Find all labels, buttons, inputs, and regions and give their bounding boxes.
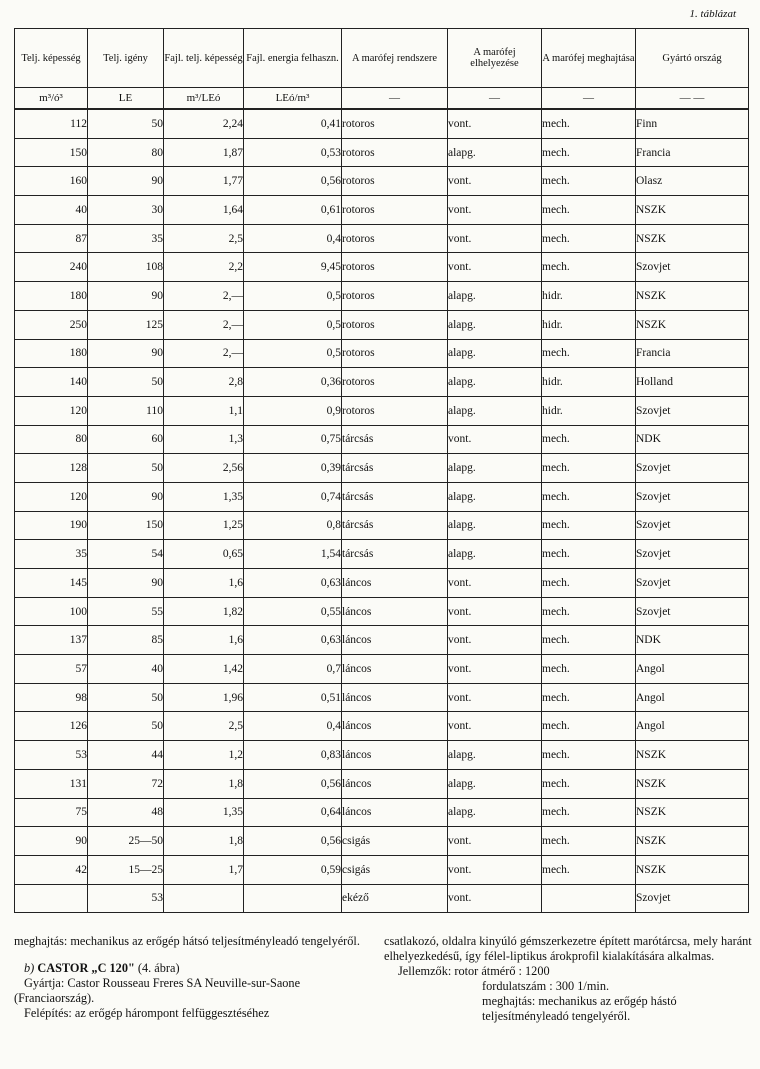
specific-capacity-cell: 1,82 [164, 597, 244, 626]
specific-capacity-cell: 1,64 [164, 196, 244, 225]
table-row [15, 196, 749, 225]
specific-energy-cell: 0,74 [244, 482, 342, 511]
table-units-row [15, 88, 749, 110]
specific-energy-cell: 0,51 [244, 683, 342, 712]
cutter-position-cell: alapg. [448, 741, 542, 770]
cutter-position-cell: alapg. [448, 454, 542, 483]
cutter-system-cell: ekéző [342, 884, 448, 913]
power-cell: 125 [88, 310, 164, 339]
specific-energy-cell: 0,5 [244, 339, 342, 368]
cutter-position-cell: vont. [448, 626, 542, 655]
cutter-drive-cell: hidr. [542, 310, 636, 339]
power-cell: 25—50 [88, 827, 164, 856]
cutter-drive-cell: mech. [542, 683, 636, 712]
country-cell: NSZK [636, 224, 749, 253]
country-cell: Szovjet [636, 396, 749, 425]
power-cell: 110 [88, 396, 164, 425]
cutter-system-cell: láncos [342, 741, 448, 770]
specific-energy-cell: 0,5 [244, 282, 342, 311]
cutter-position-cell: alapg. [448, 368, 542, 397]
specific-capacity-cell: 1,35 [164, 798, 244, 827]
rotation-speed: fordulatszám : 300 1/min. [482, 979, 610, 993]
specific-capacity-cell: 1,87 [164, 138, 244, 167]
country-cell: NSZK [636, 827, 749, 856]
unit-cell: — [542, 88, 636, 110]
cutter-drive-cell: mech. [542, 769, 636, 798]
section-heading [14, 961, 366, 976]
specific-capacity-cell: 1,42 [164, 655, 244, 684]
power-cell: 60 [88, 425, 164, 454]
header-cell: A marófej elhelyezése [448, 29, 542, 88]
specific-capacity-cell: 1,77 [164, 167, 244, 196]
specific-energy-cell: 0,4 [244, 712, 342, 741]
power-cell: 48 [88, 798, 164, 827]
power-cell: 80 [88, 138, 164, 167]
capacity-cell: 137 [15, 626, 88, 655]
specific-capacity-cell: 1,25 [164, 511, 244, 540]
country-cell: Finn [636, 109, 749, 138]
cutter-position-cell: alapg. [448, 769, 542, 798]
table-row [15, 540, 749, 569]
country-cell: Szovjet [636, 253, 749, 282]
cutter-drive-cell: mech. [542, 109, 636, 138]
cutter-system-cell: láncos [342, 597, 448, 626]
specific-energy-cell: 0,55 [244, 597, 342, 626]
table-row [15, 597, 749, 626]
capacity-cell: 240 [15, 253, 88, 282]
unit-cell: — — [636, 88, 749, 110]
cutter-system-cell: tárcsás [342, 511, 448, 540]
specific-energy-cell: 1,54 [244, 540, 342, 569]
capacity-cell: 140 [15, 368, 88, 397]
section-letter: b) [24, 961, 35, 975]
cutter-system-cell: láncos [342, 569, 448, 598]
power-cell: 44 [88, 741, 164, 770]
country-cell: NSZK [636, 741, 749, 770]
power-cell: 90 [88, 482, 164, 511]
cutter-system-cell: láncos [342, 769, 448, 798]
specific-capacity-cell: 2,— [164, 282, 244, 311]
specific-capacity-cell: 1,7 [164, 855, 244, 884]
cutter-position-cell: vont. [448, 109, 542, 138]
cutter-position-cell: vont. [448, 597, 542, 626]
cutter-drive-cell: hidr. [542, 282, 636, 311]
left-text-column [14, 934, 366, 1021]
cutter-system-cell: láncos [342, 683, 448, 712]
capacity-cell: 180 [15, 339, 88, 368]
construction-label: Felépítés [24, 1006, 69, 1020]
power-cell: 40 [88, 655, 164, 684]
construction-paragraph [14, 1006, 366, 1021]
cutter-drive-cell: mech. [542, 655, 636, 684]
construction-continued: csatlakozó, oldalra kinyúló gémszerkezetre épített marótárcsa, mely haránt elhelyezkedésű, így félel-liptikus árokprofil kialakítására alkalmas. [384, 934, 752, 963]
specific-energy-cell: 0,83 [244, 741, 342, 770]
capacity-cell: 87 [15, 224, 88, 253]
table-row [15, 282, 749, 311]
country-cell: Szovjet [636, 482, 749, 511]
specific-energy-cell: 0,63 [244, 626, 342, 655]
capacity-cell: 40 [15, 196, 88, 225]
specific-energy-cell: 0,64 [244, 798, 342, 827]
table-body [15, 109, 749, 913]
table-row [15, 224, 749, 253]
specific-energy-cell: 0,56 [244, 167, 342, 196]
table-row [15, 741, 749, 770]
capacity-cell: 42 [15, 855, 88, 884]
cutter-position-cell: vont. [448, 167, 542, 196]
capacity-cell: 90 [15, 827, 88, 856]
table-row [15, 798, 749, 827]
cutter-system-cell: rotoros [342, 310, 448, 339]
cutter-system-cell: tárcsás [342, 482, 448, 511]
cutter-position-cell: alapg. [448, 511, 542, 540]
specific-energy-cell: 0,8 [244, 511, 342, 540]
country-cell: Szovjet [636, 511, 749, 540]
cutter-system-cell: rotoros [342, 368, 448, 397]
specific-capacity-cell: 1,6 [164, 626, 244, 655]
specific-capacity-cell: 1,8 [164, 827, 244, 856]
cutter-drive-cell: mech. [542, 224, 636, 253]
drive-text: : mechanikus az erőgép hátsó teljesítményleadó tengelyéről. [63, 934, 360, 948]
table-row [15, 855, 749, 884]
cutter-position-cell: vont. [448, 884, 542, 913]
cutter-position-cell: vont. [448, 224, 542, 253]
specific-energy-cell: 0,9 [244, 396, 342, 425]
specific-energy-cell: 0,7 [244, 655, 342, 684]
power-cell: 55 [88, 597, 164, 626]
right-text-column [384, 934, 754, 1024]
specific-energy-cell: 0,53 [244, 138, 342, 167]
cutter-drive-cell: mech. [542, 482, 636, 511]
cutter-position-cell: alapg. [448, 540, 542, 569]
cutter-system-cell: rotoros [342, 109, 448, 138]
cutter-system-cell: láncos [342, 712, 448, 741]
cutter-drive-cell: mech. [542, 138, 636, 167]
table-row [15, 454, 749, 483]
specific-energy-cell [244, 884, 342, 913]
power-cell: 30 [88, 196, 164, 225]
capacity-cell: 75 [15, 798, 88, 827]
country-cell: Angol [636, 683, 749, 712]
drive-paragraph [14, 934, 366, 949]
capacity-cell: 180 [15, 282, 88, 311]
cutter-position-cell: vont. [448, 855, 542, 884]
cutter-position-cell: alapg. [448, 138, 542, 167]
table-header-row [15, 29, 749, 88]
cutter-position-cell: vont. [448, 425, 542, 454]
table-row [15, 511, 749, 540]
capacity-cell: 131 [15, 769, 88, 798]
table-row [15, 769, 749, 798]
specific-energy-cell: 0,39 [244, 454, 342, 483]
cutter-drive-cell: mech. [542, 540, 636, 569]
cutter-system-cell: rotoros [342, 253, 448, 282]
unit-cell: m³/LEó [164, 88, 244, 110]
cutter-drive-cell: mech. [542, 569, 636, 598]
characteristics-line-2 [384, 979, 754, 994]
cutter-drive-cell: hidr. [542, 368, 636, 397]
specific-capacity-cell: 2,— [164, 310, 244, 339]
specific-capacity-cell: 1,3 [164, 425, 244, 454]
country-cell: Francia [636, 339, 749, 368]
specific-energy-cell: 0,5 [244, 310, 342, 339]
power-cell: 90 [88, 569, 164, 598]
cutter-position-cell: vont. [448, 253, 542, 282]
cutter-position-cell: alapg. [448, 339, 542, 368]
characteristics-label: Jellemzők [398, 964, 448, 978]
header-cell: Telj. képesség [15, 29, 88, 88]
cutter-system-cell: rotoros [342, 167, 448, 196]
figure-reference: (4. ábra) [137, 961, 180, 975]
capacity-cell: 120 [15, 396, 88, 425]
table-row [15, 167, 749, 196]
cutter-system-cell: láncos [342, 655, 448, 684]
power-cell: 50 [88, 683, 164, 712]
table-row [15, 655, 749, 684]
country-cell: Szovjet [636, 884, 749, 913]
capacity-cell: 145 [15, 569, 88, 598]
country-cell: NDK [636, 425, 749, 454]
capacity-cell: 160 [15, 167, 88, 196]
machine-data-table [14, 28, 749, 913]
specific-capacity-cell: 1,2 [164, 741, 244, 770]
cutter-drive-cell: mech. [542, 741, 636, 770]
specific-energy-cell: 0,56 [244, 827, 342, 856]
cutter-drive-cell: mech. [542, 253, 636, 282]
country-cell: Szovjet [636, 569, 749, 598]
capacity-cell: 126 [15, 712, 88, 741]
characteristics-line-3 [384, 994, 754, 1024]
table-row [15, 339, 749, 368]
table-row [15, 396, 749, 425]
specific-capacity-cell [164, 884, 244, 913]
specific-energy-cell: 0,36 [244, 368, 342, 397]
table-row [15, 626, 749, 655]
country-cell: Szovjet [636, 540, 749, 569]
manufacturer-label: Gyártja [24, 976, 61, 990]
capacity-cell: 150 [15, 138, 88, 167]
country-cell: Holland [636, 368, 749, 397]
specific-energy-cell: 0,61 [244, 196, 342, 225]
cutter-system-cell: csigás [342, 855, 448, 884]
capacity-cell: 80 [15, 425, 88, 454]
drive-label-right: meghajtás [482, 994, 532, 1008]
cutter-position-cell: vont. [448, 827, 542, 856]
specific-capacity-cell: 1,1 [164, 396, 244, 425]
cutter-position-cell: vont. [448, 569, 542, 598]
cutter-system-cell: láncos [342, 626, 448, 655]
cutter-position-cell: alapg. [448, 482, 542, 511]
specific-capacity-cell: 1,96 [164, 683, 244, 712]
table-row [15, 884, 749, 913]
power-cell: 15—25 [88, 855, 164, 884]
capacity-cell [15, 884, 88, 913]
specific-capacity-cell: 1,35 [164, 482, 244, 511]
cutter-drive-cell: mech. [542, 712, 636, 741]
specific-capacity-cell: 1,8 [164, 769, 244, 798]
power-cell: 108 [88, 253, 164, 282]
cutter-system-cell: rotoros [342, 396, 448, 425]
country-cell: NSZK [636, 855, 749, 884]
country-cell: Olasz [636, 167, 749, 196]
table-row [15, 109, 749, 138]
header-cell: Telj. igény [88, 29, 164, 88]
specific-capacity-cell: 2,5 [164, 224, 244, 253]
table-caption: 1. táblázat [689, 8, 736, 20]
power-cell: 54 [88, 540, 164, 569]
cutter-system-cell: rotoros [342, 138, 448, 167]
cutter-system-cell: rotoros [342, 339, 448, 368]
cutter-system-cell: csigás [342, 827, 448, 856]
capacity-cell: 100 [15, 597, 88, 626]
section-title: CASTOR „C 120" [37, 961, 135, 975]
country-cell: NSZK [636, 798, 749, 827]
characteristics-line-1 [384, 964, 754, 979]
capacity-cell: 53 [15, 741, 88, 770]
table-row [15, 712, 749, 741]
cutter-position-cell: vont. [448, 683, 542, 712]
cutter-position-cell: alapg. [448, 282, 542, 311]
specific-energy-cell: 0,4 [244, 224, 342, 253]
country-cell: NSZK [636, 282, 749, 311]
country-cell: Francia [636, 138, 749, 167]
table-row [15, 569, 749, 598]
capacity-cell: 98 [15, 683, 88, 712]
cutter-drive-cell [542, 884, 636, 913]
country-cell: NDK [636, 626, 749, 655]
header-cell: A marófej rendszere [342, 29, 448, 88]
header-cell: Fajl. telj. képesség [164, 29, 244, 88]
rotor-diameter: : rotor átmérő : 1200 [447, 964, 550, 978]
cutter-system-cell: rotoros [342, 282, 448, 311]
country-cell: Szovjet [636, 454, 749, 483]
capacity-cell: 120 [15, 482, 88, 511]
specific-energy-cell: 0,63 [244, 569, 342, 598]
cutter-system-cell: rotoros [342, 224, 448, 253]
specific-capacity-cell: 2,— [164, 339, 244, 368]
power-cell: 72 [88, 769, 164, 798]
country-cell: NSZK [636, 769, 749, 798]
header-cell: Gyártó ország [636, 29, 749, 88]
unit-cell: m³/ó³ [15, 88, 88, 110]
power-cell: 85 [88, 626, 164, 655]
power-cell: 90 [88, 282, 164, 311]
drive-label: meghajtás [14, 934, 64, 948]
capacity-cell: 35 [15, 540, 88, 569]
cutter-drive-cell: hidr. [542, 396, 636, 425]
specific-capacity-cell: 2,2 [164, 253, 244, 282]
cutter-system-cell: tárcsás [342, 454, 448, 483]
country-cell: NSZK [636, 196, 749, 225]
drive-text-right: : mechanikus az erőgép hástó teljesítményleadó tengelyéről. [482, 994, 677, 1023]
manufacturer-paragraph [14, 976, 366, 1006]
power-cell: 150 [88, 511, 164, 540]
specific-energy-cell: 0,41 [244, 109, 342, 138]
unit-cell: — [448, 88, 542, 110]
unit-cell: LE [88, 88, 164, 110]
cutter-position-cell: alapg. [448, 310, 542, 339]
country-cell: Angol [636, 655, 749, 684]
capacity-cell: 250 [15, 310, 88, 339]
cutter-drive-cell: mech. [542, 454, 636, 483]
specific-energy-cell: 0,75 [244, 425, 342, 454]
table-row [15, 138, 749, 167]
cutter-system-cell: tárcsás [342, 425, 448, 454]
cutter-drive-cell: mech. [542, 196, 636, 225]
table-row [15, 425, 749, 454]
cutter-system-cell: láncos [342, 798, 448, 827]
unit-cell: — [342, 88, 448, 110]
country-cell: Szovjet [636, 597, 749, 626]
header-cell: Fajl. energia felhaszn. [244, 29, 342, 88]
cutter-drive-cell: mech. [542, 511, 636, 540]
cutter-position-cell: vont. [448, 196, 542, 225]
cutter-drive-cell: mech. [542, 339, 636, 368]
specific-capacity-cell: 2,8 [164, 368, 244, 397]
power-cell: 35 [88, 224, 164, 253]
capacity-cell: 57 [15, 655, 88, 684]
country-cell: NSZK [636, 310, 749, 339]
table-row [15, 368, 749, 397]
specific-capacity-cell: 2,5 [164, 712, 244, 741]
cutter-drive-cell: mech. [542, 425, 636, 454]
power-cell: 50 [88, 109, 164, 138]
table-row [15, 827, 749, 856]
cutter-position-cell: vont. [448, 655, 542, 684]
capacity-cell: 128 [15, 454, 88, 483]
cutter-drive-cell: mech. [542, 827, 636, 856]
table-row [15, 310, 749, 339]
cutter-position-cell: alapg. [448, 396, 542, 425]
cutter-drive-cell: mech. [542, 798, 636, 827]
power-cell: 50 [88, 454, 164, 483]
specific-energy-cell: 0,59 [244, 855, 342, 884]
cutter-system-cell: tárcsás [342, 540, 448, 569]
table-row [15, 253, 749, 282]
power-cell: 90 [88, 339, 164, 368]
power-cell: 90 [88, 167, 164, 196]
specific-capacity-cell: 2,56 [164, 454, 244, 483]
manufacturer-text: : Castor Rousseau Freres SA Neuville-sur-Saone (Franciaország). [14, 976, 301, 1005]
country-cell: Angol [636, 712, 749, 741]
specific-capacity-cell: 2,24 [164, 109, 244, 138]
capacity-cell: 112 [15, 109, 88, 138]
specific-energy-cell: 9,45 [244, 253, 342, 282]
cutter-position-cell: alapg. [448, 798, 542, 827]
power-cell: 53 [88, 884, 164, 913]
table-row [15, 482, 749, 511]
table-row [15, 683, 749, 712]
specific-capacity-cell: 0,65 [164, 540, 244, 569]
specific-capacity-cell: 1,6 [164, 569, 244, 598]
cutter-drive-cell: mech. [542, 626, 636, 655]
cutter-drive-cell: mech. [542, 167, 636, 196]
cutter-system-cell: rotoros [342, 196, 448, 225]
power-cell: 50 [88, 712, 164, 741]
cutter-drive-cell: mech. [542, 597, 636, 626]
construction-text: : az erőgép hárompont felfüggesztéséhez [68, 1006, 270, 1020]
unit-cell: LEó/m³ [244, 88, 342, 110]
cutter-position-cell: vont. [448, 712, 542, 741]
specific-energy-cell: 0,56 [244, 769, 342, 798]
header-cell: A marófej meghajtása [542, 29, 636, 88]
capacity-cell: 190 [15, 511, 88, 540]
cutter-drive-cell: mech. [542, 855, 636, 884]
power-cell: 50 [88, 368, 164, 397]
